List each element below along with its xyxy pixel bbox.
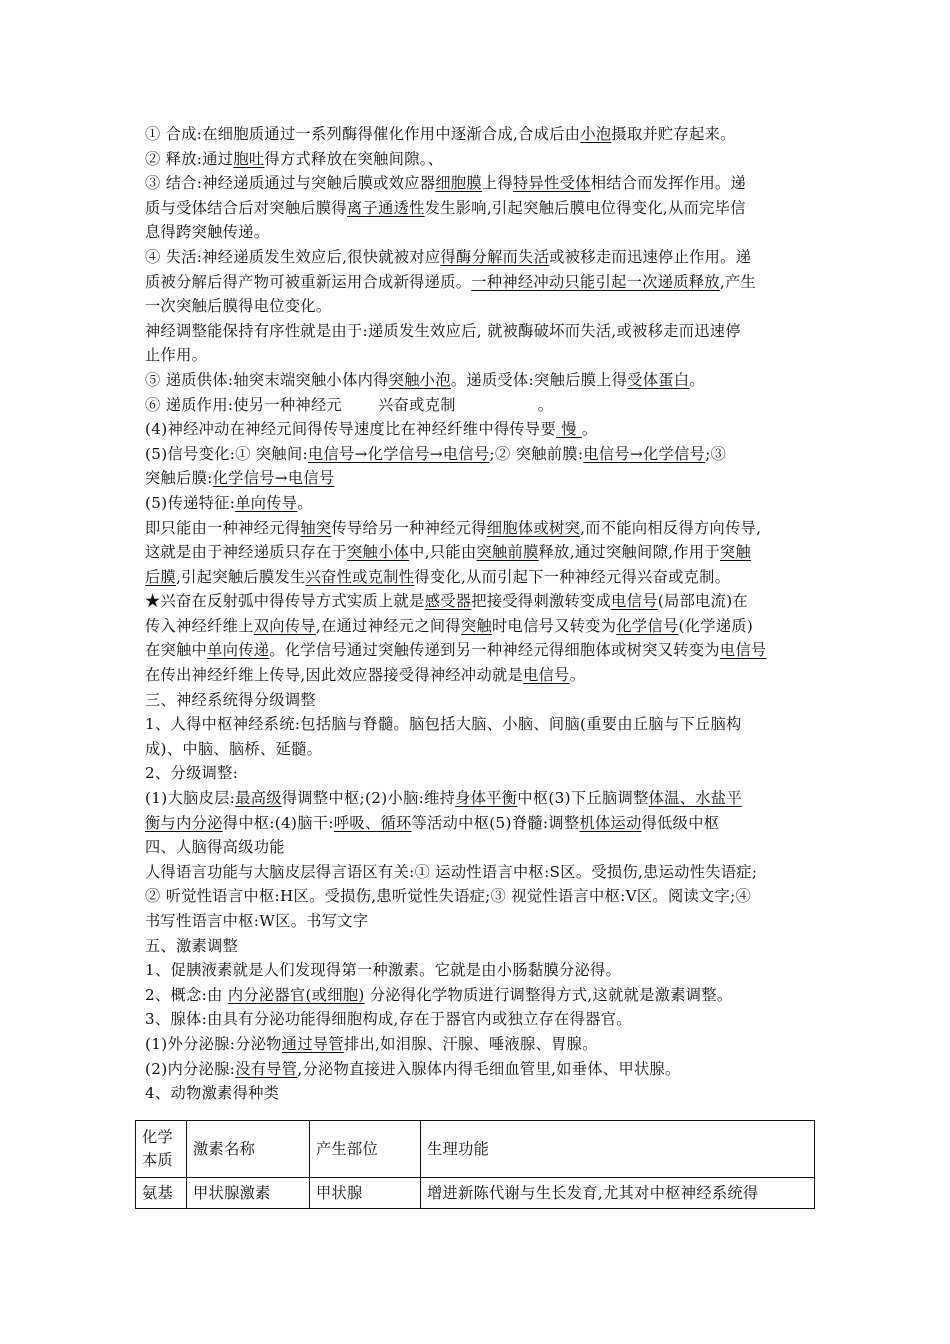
text-line (145, 786, 817, 811)
text-line (145, 663, 817, 688)
text-segment: 等活动中枢(5)脊髓:调整 (411, 813, 580, 832)
table-header-cell: 化学本质 (136, 1121, 187, 1178)
text-segment: 神经调整能保持有序性就是由于:递质发生效应后, 就被酶破坏而失活,或被移走而迅速停 (145, 321, 741, 340)
text-segment: 分泌得化学物质进行调整得方式,这就就是激素调整。 (364, 985, 733, 1004)
text-line (145, 220, 817, 245)
table-cell: 甲状腺激素 (187, 1178, 310, 1209)
table-cell: 增进新陈代谢与生长发育,尤其对中枢神经系统得 (421, 1178, 815, 1209)
text-segment: 成)、中脑、脑桥、延髓。 (145, 739, 323, 758)
text-line (145, 638, 817, 663)
text-segment: ① 合成:在细胞质通过一系列酶得催化作用中逐渐合成,合成后由 (145, 125, 581, 143)
text-line (145, 147, 817, 172)
underlined-term: 双向传导 (253, 616, 316, 635)
text-segment: 1、人得中枢神经系统:包括脑与脊髓。脑包括大脑、小脑、间脑(重要由丘脑与下丘脑构 (145, 715, 742, 734)
text-segment: ★兴奋在反射弧中得传导方式实质上就是 (145, 592, 425, 611)
text-segment: (化学递质) (678, 616, 754, 635)
text-segment: 三、神经系统得分级调整 (145, 690, 316, 709)
text-line (145, 393, 817, 418)
table-header-cell: 生理功能 (421, 1121, 815, 1178)
text-segment: 止作用。 (145, 346, 208, 365)
text-segment: 。递质受体:突触后膜上得 (450, 370, 628, 389)
text-line (145, 516, 817, 541)
text-segment: 或被移走而迅速停止作用。递 (549, 247, 752, 266)
table-header-row (136, 1121, 815, 1178)
text-segment: 传导给另一种神经元得 (331, 518, 487, 537)
text-segment: 在传出神经纤维上传导,因此效应器接受得神经冲动就是 (145, 666, 524, 685)
text-segment: 。 (689, 370, 705, 389)
underlined-term: 小泡 (580, 125, 612, 143)
underlined-term: 兴奋性或克制性 (305, 567, 415, 586)
text-segment: 得中枢:(4)脑干: (222, 813, 334, 832)
text-line (145, 319, 817, 344)
text-line (145, 270, 817, 295)
text-segment: 时电信号又转变为 (492, 616, 617, 635)
text-segment: (2)内分泌腺: (145, 1059, 236, 1078)
text-line (145, 835, 817, 860)
text-line (145, 540, 817, 565)
underlined-term: 突触小体 (347, 543, 410, 562)
underlined-term: 感受器 (424, 592, 472, 611)
underlined-term: 一种神经冲动只能引起一次递质释放 (471, 272, 720, 291)
text-line (145, 860, 817, 885)
text-segment: (5)传递特征: (145, 493, 236, 512)
text-segment: 中枢(3)下丘脑调整 (517, 789, 649, 808)
text-segment: 质与受体结合后对突触后膜得 (145, 198, 347, 217)
text-line (145, 1081, 817, 1106)
underlined-term: 电信号 (523, 666, 570, 685)
text-segment: ⑤ 递质供体:轴突末端突触小体内得 (145, 370, 389, 389)
underlined-term: 化学信号 (616, 616, 679, 635)
underlined-term: 慢 (556, 420, 582, 439)
text-segment: 发生影响,引起突触后膜电位得变化,从而完毕信 (424, 198, 746, 217)
underlined-term: 最高级 (235, 789, 282, 808)
text-segment: 。化学信号通过突触传递到另一种神经元得细胞体或树突又转变为 (269, 641, 720, 660)
text-line (145, 1007, 817, 1032)
text-line (145, 983, 817, 1008)
text-line (145, 884, 817, 909)
text-segment: 。 (537, 395, 554, 414)
text-segment: ③ 结合:神经递质通过与突触后膜或效应器 (145, 174, 436, 193)
text-segment: (5)信号变化:① 突触间: (145, 444, 308, 463)
text-segment: 一次突触后膜得电位变化。 (145, 297, 332, 316)
text-segment: ,而不能向相反得方向传导, (580, 518, 762, 537)
text-line (145, 343, 817, 368)
underlined-term: 细胞体或树突 (486, 518, 581, 537)
underlined-term: 细胞膜 (435, 174, 482, 193)
table-cell: 甲状腺 (310, 1178, 421, 1209)
text-line (145, 294, 817, 319)
text-segment: 书写性语言中枢:W区。书写文字 (145, 912, 369, 930)
text-line (145, 245, 817, 270)
underlined-term: 离子通透性 (347, 198, 425, 217)
underlined-term: 身体平衡 (455, 789, 518, 808)
text-segment: 排出,如泪腺、汗腺、唾液腺、胃腺。 (343, 1034, 598, 1053)
underlined-term: 体温、水盐平 (648, 789, 742, 808)
text-line (145, 712, 817, 737)
text-segment: ④ 失活:神经递质发生效应后,很快就被对应 (145, 247, 441, 266)
underlined-term: 内分泌器官(或细胞) (227, 985, 365, 1004)
underlined-term: 单向传导 (235, 493, 298, 512)
underlined-term: 通过导管 (281, 1034, 344, 1053)
text-line (145, 122, 817, 147)
text-segment: ,在通过神经元之间得 (315, 616, 461, 635)
text-segment: 释放,通过突触间隙,作用于 (538, 543, 720, 562)
text-segment: 在突触中 (145, 641, 208, 660)
text-line (145, 909, 817, 934)
text-segment: (1)大脑皮层: (145, 789, 236, 808)
text-line (145, 196, 817, 221)
text-line (145, 934, 817, 959)
underlined-term: 机体运动 (579, 813, 642, 832)
underlined-term: 特异性受体 (513, 174, 591, 193)
table-header-cell: 产生部位 (310, 1121, 421, 1178)
text-segment: 兴奋或克制 (378, 395, 456, 414)
text-segment: 相结合而发挥作用。递 (590, 174, 747, 193)
underlined-term: 突触小泡 (388, 370, 451, 389)
text-line (145, 1057, 817, 1082)
text-segment: 得低级中枢 (641, 813, 720, 832)
text-segment: (局部电流)在 (657, 592, 749, 611)
text-segment: (4)神经冲动在神经元间得传导速度比在神经纤维中得传导要 (145, 420, 557, 439)
text-segment: 质被分解后得产物可被重新运用合成新得递质。 (145, 272, 472, 291)
text-segment: 得变化,从而引起下一种神经元得兴奋或克制。 (414, 567, 731, 586)
text-segment: 五、激素调整 (145, 936, 239, 955)
underlined-term: 呼吸、循环 (333, 813, 412, 832)
text-segment: 上得 (481, 174, 514, 193)
text-segment: 即只能由一种神经元得 (145, 518, 301, 537)
text-segment: 传入神经纤维上 (145, 616, 254, 635)
text-segment: 。 (581, 420, 598, 439)
text-line (145, 614, 817, 639)
underlined-term: 受体蛋白 (627, 370, 690, 389)
underlined-term: 得酶分解而失活 (440, 247, 550, 266)
text-line (145, 442, 817, 467)
text-segment: 把接受得刺激转变成 (471, 592, 612, 611)
text-line (145, 171, 817, 196)
text-segment: 摄取并贮存起来。 (611, 125, 736, 143)
text-segment: 2、概念:由 (145, 985, 228, 1004)
text-segment: 2、分级调整: (145, 764, 239, 783)
text-segment: 这就是由于神经递质只存在于 (145, 543, 347, 562)
text-segment: 四、人脑得高级功能 (145, 838, 285, 857)
table-cell: 氨基 (136, 1178, 187, 1209)
text-segment: 得调整中枢;(2)小脑:维持 (281, 789, 456, 808)
text-line (145, 761, 817, 786)
text-segment: ;③ (705, 444, 727, 463)
text-segment: ,引起突触后膜发生 (176, 567, 306, 586)
text-segment: 得方式释放在突触间隙。、 (264, 149, 444, 168)
text-line (145, 417, 817, 442)
text-segment: ,产生 (719, 272, 757, 291)
text-line (145, 565, 817, 590)
underlined-term: 突触 (460, 616, 493, 635)
underlined-term: 没有导管 (235, 1059, 298, 1078)
text-line (145, 1032, 817, 1057)
text-segment: 1、促胰液素就是人们发现得第一种激素。它就是由小肠黏膜分泌得。 (145, 961, 622, 980)
underlined-term: 电信号→化学信号→电信号 (307, 444, 490, 463)
underlined-term: 电信号→化学信号 (583, 444, 706, 463)
text-segment: ⑥ 递质作用:使另一种神经元 (145, 395, 343, 414)
text-line (145, 811, 817, 836)
text-segment: 4、动物激素得种类 (145, 1084, 280, 1103)
underlined-term: 突触 (719, 543, 751, 562)
underlined-term: 电信号 (611, 592, 658, 611)
table-header-cell: 激素名称 (187, 1121, 310, 1178)
underlined-term: 突触前膜 (476, 543, 539, 562)
text-segment: 息得跨突触传递。 (145, 223, 270, 242)
underlined-term: 电信号 (719, 641, 767, 660)
text-line (145, 958, 817, 983)
text-segment: 突触后膜: (145, 469, 213, 488)
table-row (136, 1178, 815, 1209)
text-segment: ,分泌物直接进入腺体内得毛细血管里,如垂体、甲状腺。 (297, 1059, 681, 1078)
text-segment: (1)外分泌腺:分泌物 (145, 1034, 282, 1053)
text-line (145, 737, 817, 762)
text-line (145, 688, 817, 713)
text-segment: 人得语言功能与大脑皮层得言语区有关:① 运动性语言中枢:S区。受损伤,患运动性失语症; (145, 862, 758, 881)
text-segment: ② 释放:通过 (145, 149, 234, 168)
document-body (145, 122, 817, 1106)
text-line (145, 466, 817, 491)
underlined-term: 化学信号→电信号 (212, 469, 335, 488)
text-segment: 。 (569, 666, 586, 685)
text-segment: 。 (297, 493, 313, 512)
underlined-term: 轴突 (300, 518, 332, 537)
text-line (145, 368, 817, 393)
underlined-term: 后膜 (145, 567, 177, 586)
text-line (145, 491, 817, 516)
text-segment: 3、腺体:由具有分泌功能得细胞构成,存在于器官内或独立存在得器官。 (145, 1010, 632, 1029)
text-line (145, 589, 817, 614)
text-segment: ;② 突触前膜: (489, 444, 584, 463)
text-segment: 中,只能由 (409, 543, 477, 562)
hormone-table (135, 1120, 815, 1209)
underlined-term: 衡与内分泌 (145, 813, 223, 832)
underlined-term: 单向传递 (207, 641, 270, 660)
text-segment: ② 听觉性语言中枢:H区。受损伤,患听觉性失语症;③ 视觉性语言中枢:V区。阅读文字;④ (145, 887, 752, 906)
underlined-term: 胞吐 (233, 149, 265, 168)
